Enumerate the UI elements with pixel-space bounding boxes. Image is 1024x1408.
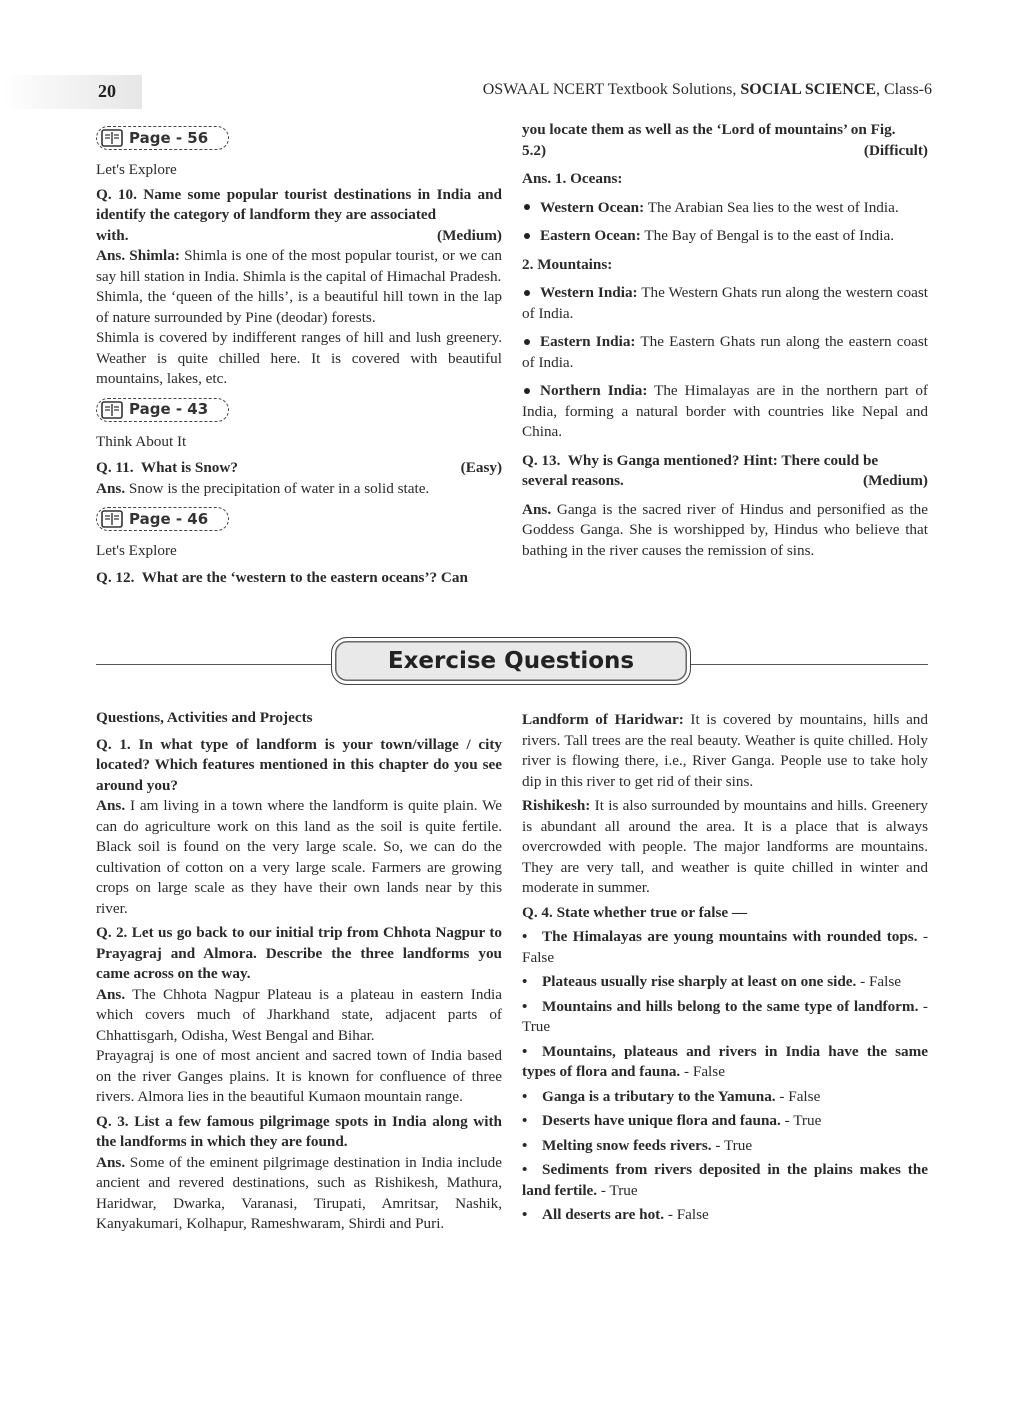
true-false-item (522, 1205, 928, 1226)
question-number: Q. 3. (96, 1112, 129, 1130)
answer-text: Ans. Shimla: Shimla is one of the most popular tourist, or we can say hill station in India. Shimla is the capital of Himachal Pradesh. (96, 247, 503, 285)
true-false-list (522, 927, 928, 1226)
question-number: Q. 4. (522, 903, 553, 921)
page-ref-label: Page - 56 (129, 128, 209, 147)
question-text-cont: you locate them as well as the ‘Lord of mountains’ on Fig. (522, 121, 896, 138)
page-ref-label: Page - 43 (129, 400, 209, 419)
true-false-item (522, 1160, 928, 1201)
page-ref-tag (96, 507, 229, 531)
answer-value: - False (522, 928, 928, 966)
answer-text: Ans. Snow is the precipitation of water in a solid state. (96, 479, 430, 497)
question-text: Q. 1. In what type of landform is your town/village / city located? Which features mentioned in this chapter do you see around you? (96, 735, 502, 794)
question-text: Q. 4. State whether true or false — (522, 903, 748, 921)
question-text-end: several reasons. (Medium) (522, 471, 928, 492)
statement-text: Melting snow feeds rivers. (542, 1136, 712, 1154)
statement-text: The Himalayas are young mountains with rounded tops. (542, 928, 918, 945)
book-icon (101, 510, 123, 528)
answer-heading: Ans. 1. Oceans: (522, 170, 623, 187)
bullet-dot (524, 233, 530, 239)
running-title-subject: SOCIAL SCIENCE (740, 81, 876, 98)
true-false-item (522, 972, 928, 993)
answer-value: - True (711, 1136, 753, 1154)
true-false-item (522, 1087, 928, 1108)
difficulty-label: (Easy) (460, 459, 502, 476)
true-false-item (522, 927, 928, 968)
book-icon (101, 401, 123, 419)
question-number: Q. 1. (96, 735, 131, 753)
bullet-mark: • (522, 1136, 528, 1154)
bullet-item: Northern India: The Himalayas are in the northern part of India, forming a natural border with countries like Nepal and China. (522, 382, 928, 440)
question-text: Q. 2. Let us go back to our initial trip from Chhota Nagpur to Prayagraj and Almora. Describe the three landforms you came across on the way. (96, 924, 502, 982)
bullet-mark: • (522, 1161, 528, 1178)
bullet-mark: • (522, 1206, 528, 1223)
question-text-end: 5.2) (Difficult) (522, 141, 928, 162)
answer-heading: 2. Mountains: (522, 255, 613, 273)
bullet-item: Western India: The Western Ghats run along the western coast of India. (522, 284, 928, 322)
bullet-mark: • (522, 1087, 528, 1105)
running-title-suffix: , Class-6 (876, 81, 932, 98)
bullet-dot (524, 388, 530, 394)
true-false-item (522, 997, 928, 1038)
question-number: Q. 10. (96, 185, 137, 203)
bullet-mark: • (522, 973, 528, 990)
section-heading: Think About It (96, 432, 187, 450)
question-number: Q. 11. (96, 459, 134, 476)
question-text: Q. 12. What are the ‘western to the eastern oceans’? Can (96, 568, 468, 586)
section-heading: Questions, Activities and Projects (96, 709, 313, 726)
difficulty-label: (Medium) (863, 472, 928, 489)
answer-value: - True (522, 997, 928, 1035)
question-number: Q. 2. (96, 924, 128, 941)
statement-text: All deserts are hot. (542, 1206, 665, 1223)
question-text: Q. 3. List a few famous pilgrimage spots in India along with the landforms in which they are found. (96, 1112, 502, 1150)
difficulty-label: (Medium) (437, 226, 502, 244)
page-ref-tag (96, 126, 229, 150)
right-top-column (522, 120, 928, 561)
answer-text: Ans. I am living in a town where the landform is quite plain. We can do agriculture work on this land as the soil is quite fertile. Black soil is found on the very large scale. So, we can do the cultivation of cotton on a very large scale. Farmers are growing crops on large scale as they have their own lands near by this river. (96, 797, 502, 917)
bullet-dot (524, 204, 530, 210)
bullet-item: Eastern India: The Eastern Ghats run along the eastern coast of India. (522, 333, 928, 371)
bullet-dot (524, 339, 530, 345)
answer-paragraph: Prayagraj is one of most ancient and sacred town of India based on the river Ganges plains. It is known for confluence of three rivers. Almora lies in the beautiful Kumaon mountain range. (96, 1047, 502, 1105)
page-ref-tag (96, 398, 229, 422)
page-ref-label: Page - 46 (129, 509, 209, 528)
exercise-heading: Exercise Questions (331, 637, 691, 685)
left-bottom-column (96, 708, 502, 1235)
question-text: Q. 13. Why is Ganga mentioned? Hint: There could be (522, 451, 879, 469)
bullet-mark: • (522, 928, 528, 945)
difficulty-label: (Difficult) (863, 141, 928, 159)
question-text: Q. 11. What is Snow? (Easy) (96, 458, 502, 479)
answer-value: - False (680, 1063, 725, 1080)
statement-text: Plateaus usually rise sharply at least on one side. (542, 973, 857, 990)
answer-paragraph: Shimla is covered by indifferent ranges of hill and lush greenery. Weather is quite chilled here. It is covered with beautiful mountains, lakes, etc. (96, 329, 502, 387)
statement-text: Mountains and hills belong to the same type of landform. (542, 997, 919, 1015)
bullet-dot (524, 290, 530, 296)
answer-value: - True (780, 1112, 822, 1129)
answer-paragraph: Shimla, the ‘queen of the hills’, is a beautiful hill town in the lap of nature surrounded by Pine (deodar) forests. (96, 288, 502, 326)
question-number: Q. 12. (96, 568, 135, 586)
answer-paragraph: Rishikesh: It is also surrounded by mountains and hills. Greenery is abundant all around the area. It is a place that is always overcrowded with people. The major landforms are mountains. They are very tall, and weather is quite chilled in winter and moderate in summer. (522, 797, 928, 896)
statement-text: Deserts have unique flora and fauna. (542, 1112, 781, 1129)
statement-text: Mountains, plateaus and rivers in India have the same types of flora and fauna. (522, 1042, 928, 1080)
page-number: 20 (98, 81, 116, 101)
exercise-banner (96, 637, 928, 689)
left-top-column (96, 126, 502, 588)
answer-text: Ans. Ganga is the sacred river of Hindus and personified as the Goddess Ganga. She is worshipped by, Hindus who believe that bathing in the river causes the remission of sins. (522, 500, 929, 559)
running-title (483, 80, 932, 101)
header-band (0, 75, 142, 109)
right-bottom-column (522, 710, 928, 1226)
answer-text: Ans. Some of the eminent pilgrimage destination in India include ancient and revered destinations, such as Rishikesh, Mathura, Haridwar, Dwarka, Varanasi, Tirupati, Amritsar, Nashik, Kanyakumari, Kolhapur, Rameshwaram, Shirdi and Puri. (96, 1153, 502, 1232)
statement-text: Ganga is a tributary to the Yamuna. (542, 1087, 776, 1105)
true-false-item (522, 1111, 928, 1132)
true-false-item (522, 1136, 928, 1157)
bullet-mark: • (522, 1042, 528, 1060)
true-false-item (522, 1042, 928, 1083)
answer-value: - True (597, 1181, 638, 1199)
answer-text: Ans. The Chhota Nagpur Plateau is a plateau in eastern India which covers much of Jharkhand state, adjacent parts of Chhattisgarh, Odisha, West Bengal and Bihar. (96, 985, 502, 1044)
bullet-mark: • (522, 1112, 528, 1129)
question-number: Q. 13. (522, 451, 561, 469)
answer-value: - False (856, 973, 902, 990)
book-icon (101, 129, 123, 147)
section-heading: Let's Explore (96, 542, 177, 559)
running-title-prefix: OSWAAL NCERT Textbook Solutions, (482, 81, 741, 98)
question-text: Q. 10. Name some popular tourist destinations in India and identify the category of landform they are associated (96, 185, 502, 223)
bullet-item: Eastern Ocean: The Bay of Bengal is to the east of India. (522, 226, 928, 247)
section-heading: Let's Explore (96, 161, 177, 178)
question-text-end: with. (Medium) (96, 226, 502, 247)
bullet-mark: • (522, 997, 528, 1015)
answer-paragraph: Landform of Haridwar: It is covered by mountains, hills and rivers. Tall trees are the real beauty. Weather is quite chilled. Holy river is flowing there, i.e., River Ganga. People use to take holy dip in this river to get rid of their sins. (522, 711, 928, 790)
answer-value: - False (664, 1206, 709, 1223)
statement-text: Sediments from rivers deposited in the plains makes the land fertile. (522, 1161, 928, 1199)
answer-value: - False (775, 1087, 821, 1105)
bullet-item: Western Ocean: The Arabian Sea lies to the west of India. (522, 198, 928, 219)
